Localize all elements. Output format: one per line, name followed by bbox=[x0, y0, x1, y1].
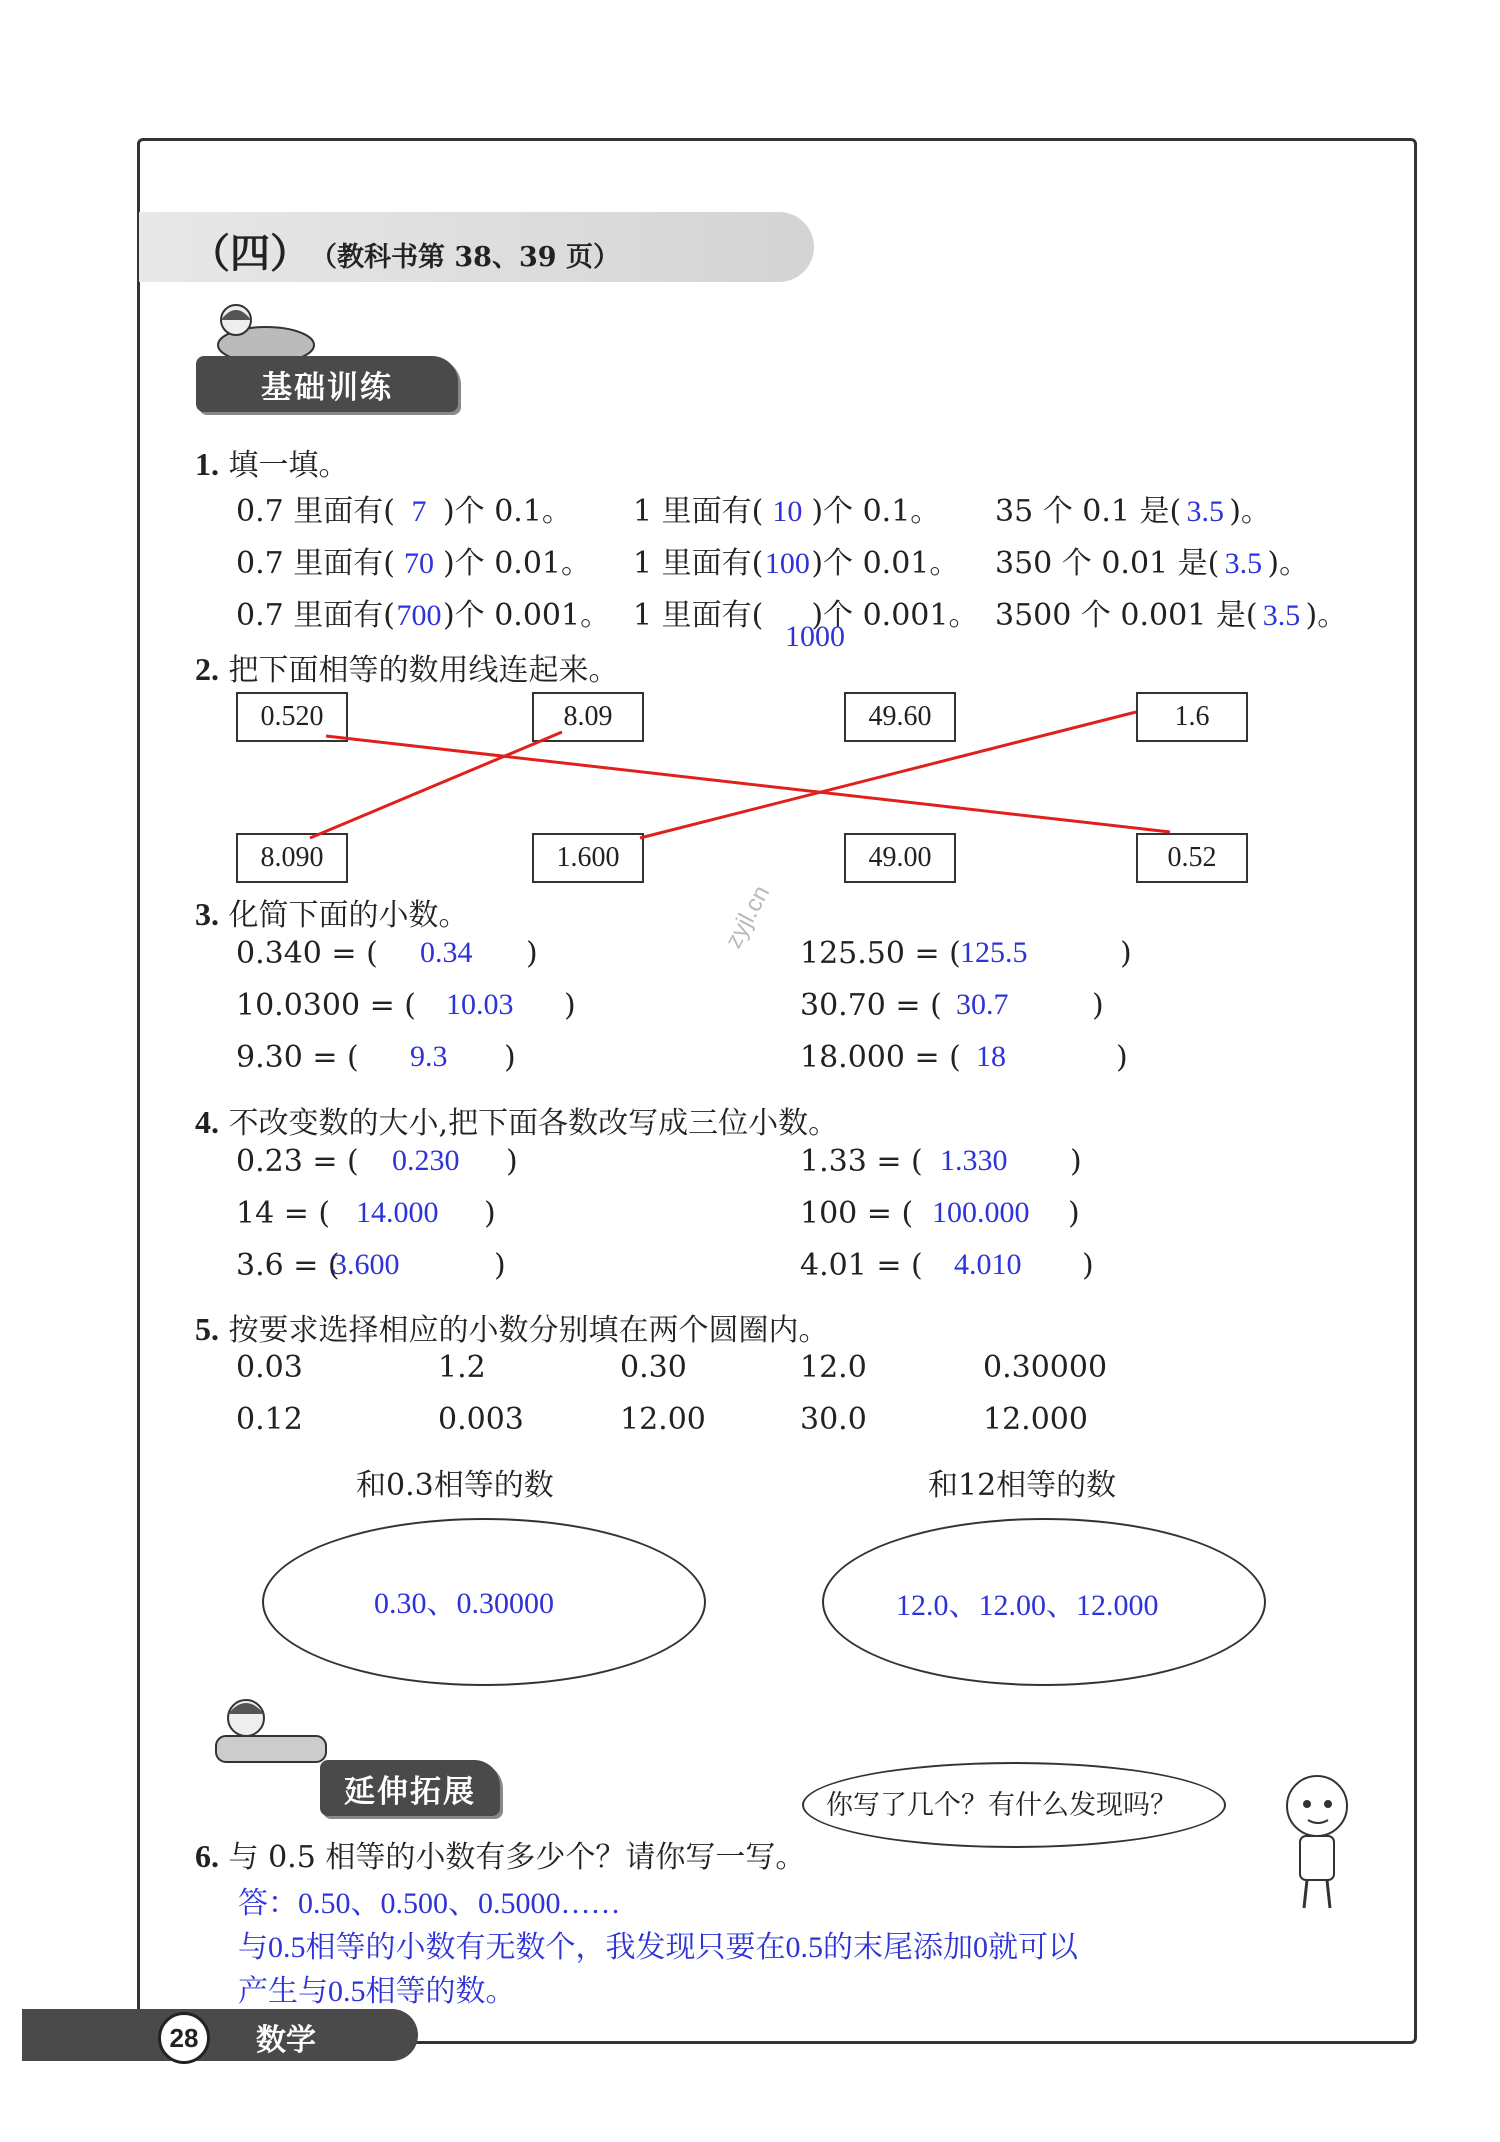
q5-number-option[interactable]: 0.30000 bbox=[983, 1350, 1108, 1385]
q1-extra-answer: 1000 bbox=[785, 620, 845, 653]
q2-top-box-3[interactable]: 49.60 bbox=[844, 692, 956, 742]
q3-expression: 0.340 = ( bbox=[236, 936, 378, 971]
q4-answer[interactable]: 100.000 bbox=[932, 1196, 1030, 1229]
q1-item-suffix: )。 bbox=[1267, 546, 1310, 581]
q4-heading bbox=[195, 1098, 838, 1142]
q4-answer[interactable]: 14.000 bbox=[356, 1196, 439, 1229]
q4-expression: 4.01 = ( bbox=[800, 1248, 923, 1283]
q1-item-answer[interactable]: 10 bbox=[772, 495, 803, 528]
q3-close-paren: ) bbox=[564, 988, 576, 1023]
q4-answer[interactable]: 3.600 bbox=[332, 1248, 400, 1281]
q4-number: 4. bbox=[195, 1104, 219, 1140]
q3-close-paren: ) bbox=[1116, 1040, 1128, 1075]
q6-heading bbox=[195, 1832, 805, 1876]
q5-number-option[interactable]: 0.003 bbox=[438, 1402, 524, 1437]
q2-top-box-2[interactable]: 8.09 bbox=[532, 692, 644, 742]
q2-line-0520-052 bbox=[326, 736, 1170, 832]
footer-subject: 数学 bbox=[256, 2023, 316, 2058]
q1-item-prefix: 1 里面有( bbox=[633, 546, 764, 581]
q5-number-option[interactable]: 0.12 bbox=[236, 1402, 303, 1437]
q2-top-box-1[interactable]: 0.520 bbox=[236, 692, 348, 742]
q5-number: 5. bbox=[195, 1311, 219, 1347]
q1-item-prefix: 3500 个 0.001 是( bbox=[995, 598, 1258, 633]
q3-expression: 18.000 = ( bbox=[800, 1040, 961, 1075]
q4-expression: 0.23 = ( bbox=[236, 1144, 359, 1179]
q3-expression: 10.0300 = ( bbox=[236, 988, 416, 1023]
watermark: zyjl.cn bbox=[720, 881, 776, 953]
q3-answer[interactable]: 0.34 bbox=[420, 936, 473, 969]
q1-item-prefix: 350 个 0.01 是( bbox=[995, 546, 1220, 581]
q1-item-prefix: 0.7 里面有( bbox=[236, 546, 395, 581]
q1-item-prefix: 1 里面有( bbox=[633, 598, 764, 633]
q2-bottom-box-3[interactable]: 49.00 bbox=[844, 833, 956, 883]
section-reference: （教科书第 38、39 页） bbox=[310, 242, 620, 273]
q6-answer-line-3: 产生与0.5相等的数。 bbox=[238, 1975, 516, 2008]
q3-close-paren: ) bbox=[1092, 988, 1104, 1023]
q1-item-suffix: )个 0.1。 bbox=[811, 494, 941, 529]
q3-expression: 125.50 = ( bbox=[800, 936, 961, 971]
q4-expression: 3.6 = ( bbox=[236, 1248, 340, 1283]
q1-item-suffix: )个 0.1。 bbox=[442, 494, 572, 529]
q3-answer[interactable]: 30.7 bbox=[956, 988, 1009, 1021]
badge-extension: 延伸拓展 bbox=[320, 1760, 500, 1816]
q1-item-answer[interactable]: 3.5 bbox=[1224, 547, 1263, 580]
q3-answer[interactable]: 10.03 bbox=[446, 988, 514, 1021]
q3-expression: 30.70 = ( bbox=[800, 988, 942, 1023]
q5-number-option[interactable]: 12.00 bbox=[620, 1402, 706, 1437]
q1-item-answer[interactable]: 100 bbox=[764, 547, 810, 580]
q2-bottom-box-4[interactable]: 0.52 bbox=[1136, 833, 1248, 883]
q4-answer[interactable]: 0.230 bbox=[392, 1144, 460, 1177]
q3-heading bbox=[195, 890, 469, 934]
q3-close-paren: ) bbox=[526, 936, 538, 971]
reading-child-illustration bbox=[196, 1688, 346, 1768]
q4-close-paren: ) bbox=[1068, 1196, 1080, 1231]
q6-answer-line-1: 答：0.50、0.500、0.5000…… bbox=[238, 1887, 621, 1920]
q5-number-option[interactable]: 1.2 bbox=[438, 1350, 486, 1385]
q4-answer[interactable]: 4.010 bbox=[954, 1248, 1022, 1281]
q5-answer-left: 0.30、0.30000 bbox=[374, 1587, 554, 1620]
q4-close-paren: ) bbox=[1070, 1144, 1082, 1179]
boy-illustration bbox=[1262, 1768, 1372, 1918]
q4-close-paren: ) bbox=[484, 1196, 496, 1231]
q1-item-answer[interactable]: 7 bbox=[411, 495, 427, 528]
q4-expression: 14 = ( bbox=[236, 1196, 331, 1231]
q1-item-answer[interactable]: 3.5 bbox=[1262, 599, 1301, 632]
page-number: 28 bbox=[158, 2012, 210, 2064]
footer-bar bbox=[22, 2009, 418, 2061]
q3-expression: 9.30 = ( bbox=[236, 1040, 359, 1075]
q1-item-answer[interactable]: 3.5 bbox=[1186, 495, 1224, 528]
q4-title: 不改变数的大小,把下面各数改写成三位小数。 bbox=[228, 1106, 839, 1141]
q6-answer-line-2: 与0.5相等的小数有无数个，我发现只要在0.5的末尾添加0就可以 bbox=[238, 1931, 1078, 1964]
badge-basic-training: 基础训练 bbox=[196, 356, 458, 412]
q1-item-prefix: 35 个 0.1 是( bbox=[995, 494, 1182, 529]
q3-close-paren: ) bbox=[1120, 936, 1132, 971]
q5-title: 按要求选择相应的小数分别填在两个圆圈内。 bbox=[228, 1313, 829, 1348]
q1-title: 填一填。 bbox=[228, 448, 349, 483]
q2-number: 2. bbox=[195, 651, 219, 687]
q5-number-option[interactable]: 0.03 bbox=[236, 1350, 303, 1385]
q1-item-suffix: )个 0.001。 bbox=[442, 598, 611, 633]
q4-close-paren: ) bbox=[1082, 1248, 1094, 1283]
q1-item-prefix: 0.7 里面有( bbox=[236, 598, 395, 633]
q2-bottom-box-1[interactable]: 8.090 bbox=[236, 833, 348, 883]
q5-number-option[interactable]: 12.0 bbox=[800, 1350, 867, 1385]
q1-item-suffix: )个 0.01。 bbox=[811, 546, 960, 581]
q5-number-option[interactable]: 12.000 bbox=[983, 1402, 1088, 1437]
q4-answer[interactable]: 1.330 bbox=[940, 1144, 1008, 1177]
q1-item-answer[interactable]: 700 bbox=[396, 599, 442, 632]
speech-bubble-text: 你写了几个？有什么发现吗？ bbox=[826, 1790, 1177, 1821]
q1-item-prefix: 0.7 里面有( bbox=[236, 494, 395, 529]
q6-title: 与 0.5 相等的小数有多少个？请你写一写。 bbox=[228, 1840, 806, 1875]
q5-number-option[interactable]: 0.30 bbox=[620, 1350, 687, 1385]
section-title: （四） bbox=[190, 230, 310, 277]
q1-item-suffix: )个 0.01。 bbox=[442, 546, 591, 581]
q1-number: 1. bbox=[195, 446, 219, 482]
q2-top-box-4[interactable]: 1.6 bbox=[1136, 692, 1248, 742]
q2-connection-lines bbox=[0, 0, 1500, 1000]
q3-number: 3. bbox=[195, 896, 219, 932]
q1-item-suffix: )。 bbox=[1229, 494, 1271, 529]
q4-expression: 1.33 = ( bbox=[800, 1144, 923, 1179]
q1-item-prefix: 1 里面有( bbox=[633, 494, 764, 529]
q4-close-paren: ) bbox=[494, 1248, 506, 1283]
q5-label-right: 和12相等的数 bbox=[928, 1468, 1117, 1503]
q3-close-paren: ) bbox=[504, 1040, 516, 1075]
q1-item-answer[interactable]: 70 bbox=[403, 547, 434, 580]
q5-answer-right: 12.0、12.00、12.000 bbox=[896, 1589, 1159, 1622]
q3-answer[interactable]: 9.3 bbox=[410, 1040, 448, 1073]
q2-title: 把下面相等的数用线连起来。 bbox=[228, 653, 619, 688]
q3-answer[interactable]: 18 bbox=[976, 1040, 1006, 1073]
q4-close-paren: ) bbox=[506, 1144, 518, 1179]
q1-item-suffix: )。 bbox=[1305, 598, 1348, 633]
q3-title: 化简下面的小数。 bbox=[228, 898, 469, 933]
q3-answer[interactable]: 125.5 bbox=[960, 936, 1028, 969]
q1-item-suffix: )个 0.001。 bbox=[811, 598, 979, 633]
q4-expression: 100 = ( bbox=[800, 1196, 914, 1231]
q5-number-option[interactable]: 30.0 bbox=[800, 1402, 867, 1437]
q2-bottom-box-2[interactable]: 1.600 bbox=[532, 833, 644, 883]
q5-label-left: 和0.3相等的数 bbox=[356, 1468, 554, 1503]
q5-heading bbox=[195, 1305, 829, 1349]
q6-number: 6. bbox=[195, 1838, 219, 1874]
